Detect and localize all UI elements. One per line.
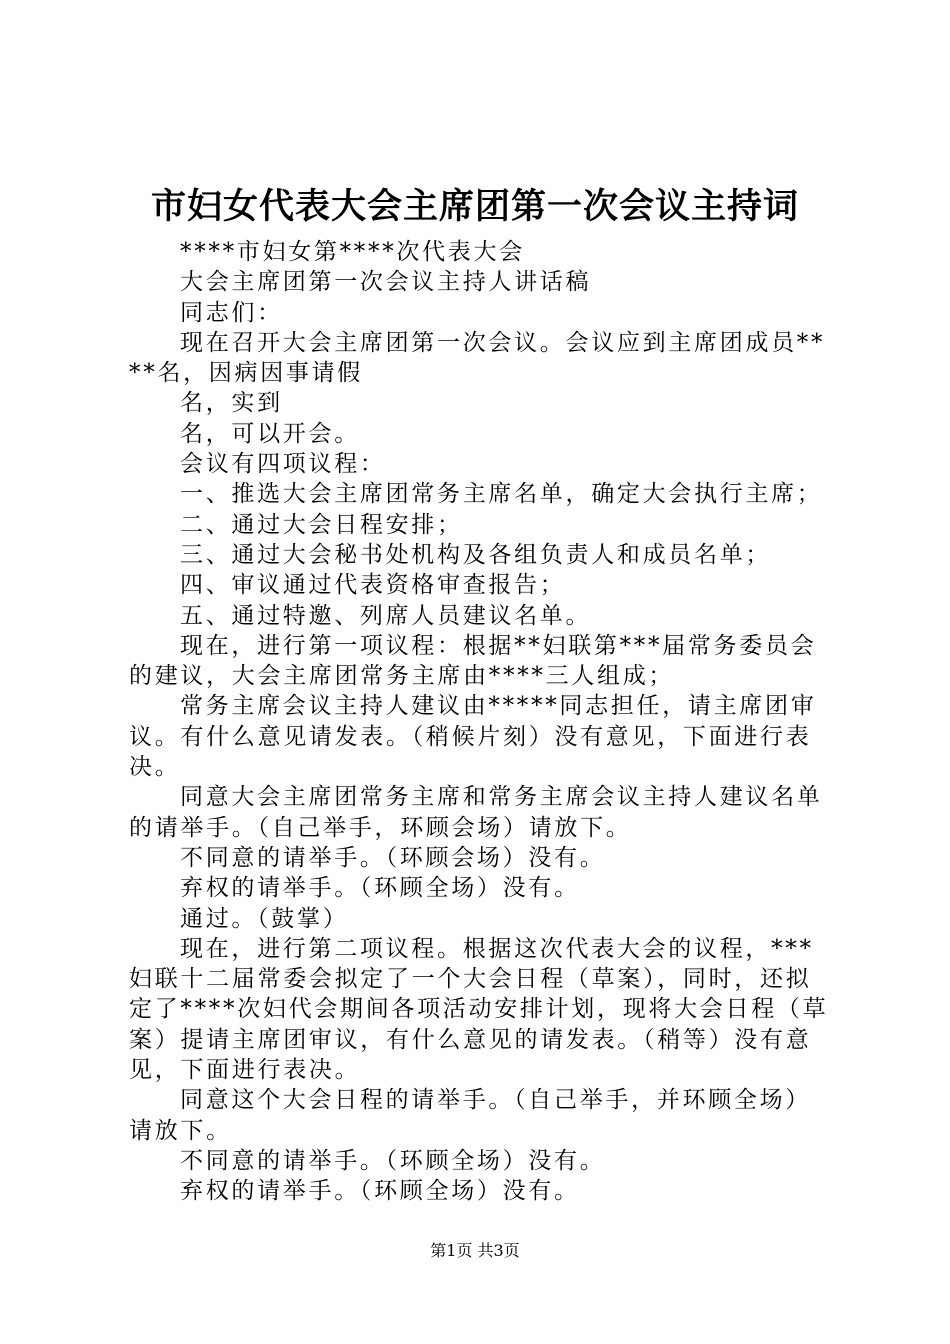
agenda-item: 三、通过大会秘书处机构及各组负责人和成员名单； — [180, 541, 772, 568]
paragraph: 现在，进行第二项议程。根据这次代表大会的议程，***妇联十二届常委会拟定了一个大会日程（草案），同时，还拟定了****次妇代会期间各项活动安排计划，现将大会日程（草案）提请主席团审议，有什么意见的请发表。（稍等）没有意见，下面进行表决。 — [129, 935, 829, 1084]
document-body — [129, 237, 829, 1207]
paragraph: 同意这个大会日程的请举手。（自己举手，并环顾全场）请放下。 — [129, 1087, 811, 1144]
paragraph: 通过。（鼓掌） — [180, 905, 349, 932]
paragraph: 现在，进行第一项议程：根据**妇联第***届常务委员会的建议，大会主席团常务主席由****三人组成； — [129, 632, 817, 690]
paragraph: 会议有四项议程： — [180, 451, 386, 478]
agenda-item: 二、通过大会日程安排； — [180, 511, 463, 538]
paragraph: 现在召开大会主席团第一次会议。会议应到主席团成员****名，因病因事请假 — [129, 329, 826, 387]
paragraph: 同志们： — [180, 299, 283, 326]
paragraph: 同意大会主席团常务主席和常务主席会议主持人建议名单的请举手。（自己举手，环顾会场）请放下。 — [129, 784, 823, 841]
agenda-item: 一、推选大会主席团常务主席名单，确定大会执行主席； — [180, 481, 823, 508]
document-title: 市妇女代表大会主席团第一次会议主持词 — [150, 187, 799, 227]
agenda-item: 五、通过特邀、列席人员建议名单。 — [180, 602, 592, 629]
paragraph: 不同意的请举手。（环顾全场）没有。 — [180, 1147, 606, 1174]
paragraph: 弃权的请举手。（环顾全场）没有。 — [180, 1178, 580, 1205]
agenda-item: 四、审议通过代表资格审查报告； — [180, 572, 566, 599]
paragraph: 常务主席会议主持人建议由*****同志担任，请主席团审议。有什么意见请发表。（稍候片刻）没有意见，下面进行表决。 — [129, 693, 817, 781]
paragraph: ****市妇女第****次代表大会 — [180, 239, 525, 265]
paragraph: 不同意的请举手。（环顾会场）没有。 — [180, 844, 606, 871]
paragraph: 大会主席团第一次会议主持人讲话稿 — [180, 269, 592, 296]
paragraph: 名，可以开会。 — [180, 420, 360, 447]
paragraph: 名，实到 — [180, 390, 283, 417]
page-indicator: 第1页 共3页 — [430, 1241, 520, 1260]
paragraph: 弃权的请举手。（环顾全场）没有。 — [180, 875, 580, 902]
